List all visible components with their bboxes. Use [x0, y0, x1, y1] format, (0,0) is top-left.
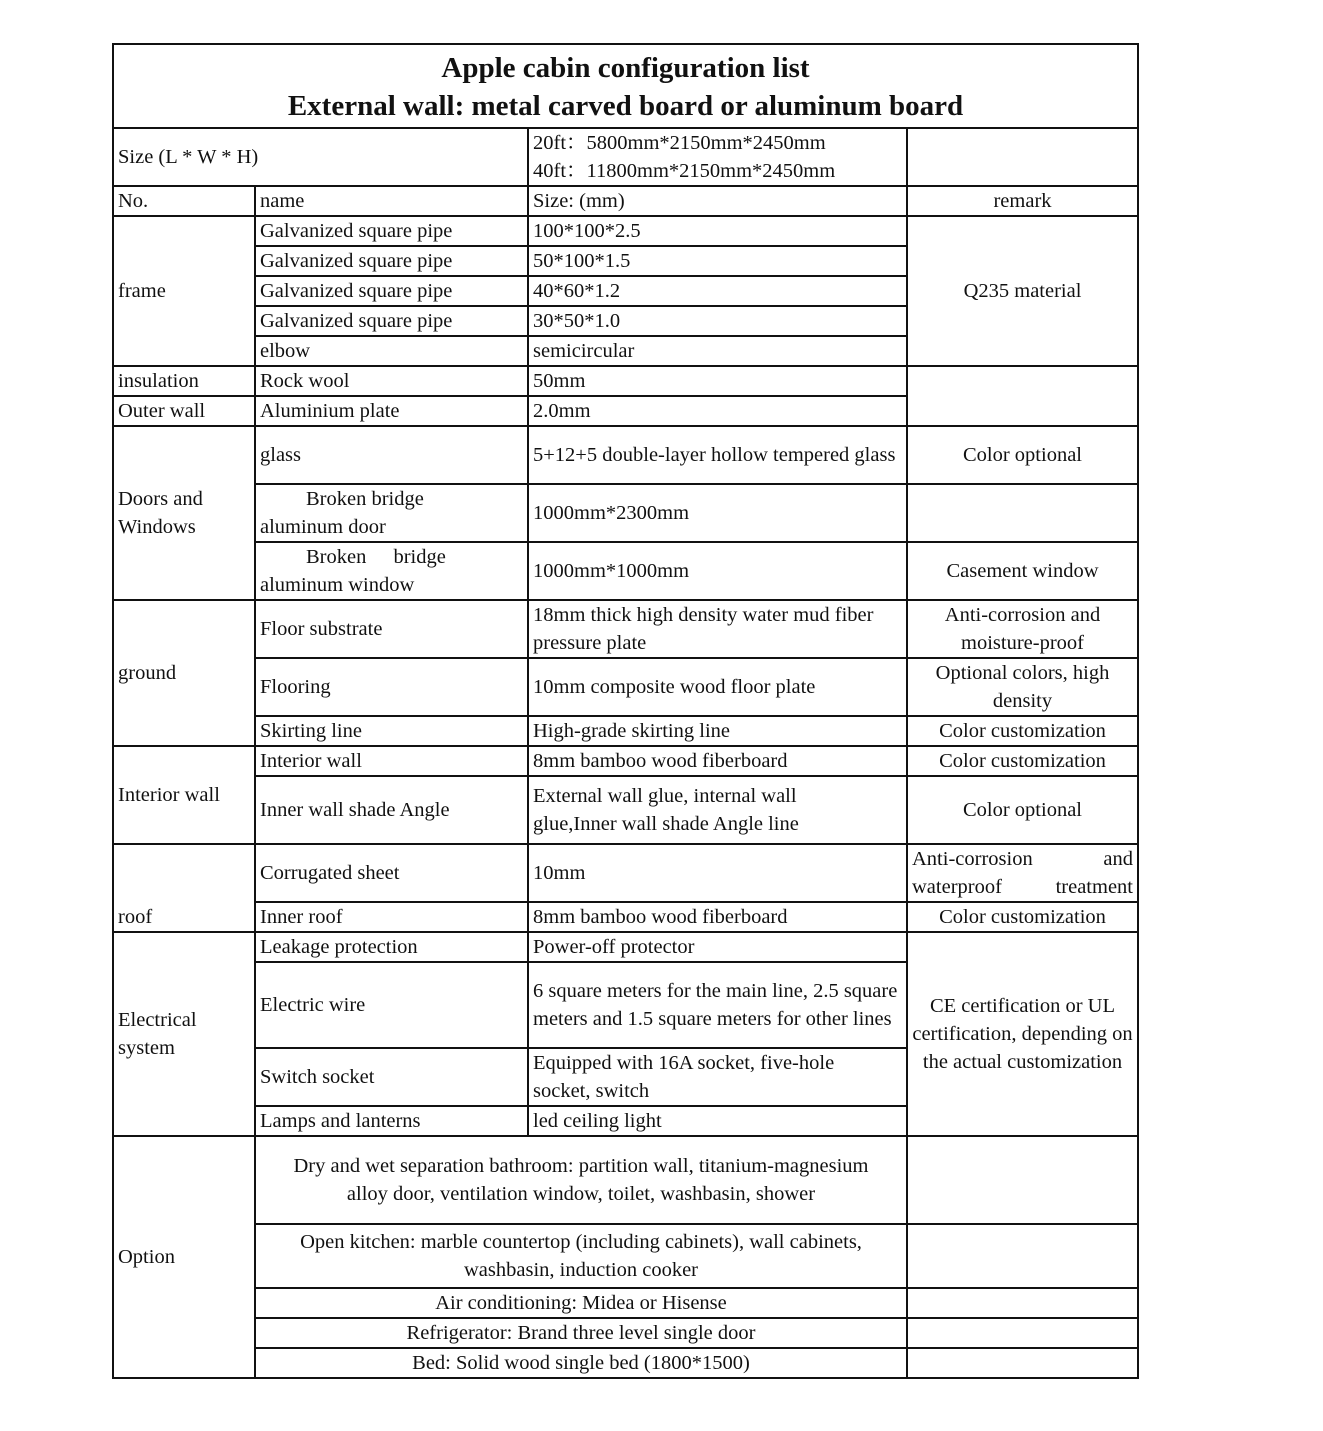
item-size: 1000mm*2300mm — [528, 484, 907, 542]
option-item — [255, 1224, 907, 1288]
item-size: 30*50*1.0 — [528, 306, 907, 336]
table-title — [113, 44, 1138, 128]
item-remark: Color optional — [907, 426, 1138, 484]
item-size: 1000mm*1000mm — [528, 542, 907, 600]
item-size-line-1: Equipped with 16A socket, five-hole — [533, 1052, 835, 1074]
item-name: Floor substrate — [255, 600, 528, 658]
item-size: 6 square meters for the main line, 2.5 square meters and 1.5 square meters for other lines — [528, 962, 907, 1048]
size-values — [528, 128, 907, 186]
item-size-line-2: socket, switch — [533, 1080, 650, 1102]
item-remark: Anti-corrosion and moisture-proof — [907, 600, 1138, 658]
item-size: 2.0mm — [528, 396, 907, 426]
item-name: Switch socket — [255, 1048, 528, 1106]
option-remark — [907, 1288, 1138, 1318]
category-roof: roof — [113, 844, 255, 932]
item-name: glass — [255, 426, 528, 484]
item-remark: Optional colors, high density — [907, 658, 1138, 716]
table-row — [113, 366, 1138, 396]
item-size: semicircular — [528, 336, 907, 366]
category-insulation: insulation — [113, 366, 255, 396]
table-row — [113, 746, 1138, 776]
item-size: 40*60*1.2 — [528, 276, 907, 306]
size-label: Size (L * W * H) — [113, 128, 528, 186]
header-size: Size: (mm) — [528, 186, 907, 216]
size-remark — [907, 128, 1138, 186]
option-line-1: Open kitchen: marble countertop (including cabinets), wall cabinets, — [300, 1231, 862, 1253]
item-name: Galvanized square pipe — [255, 246, 528, 276]
configuration-table — [112, 43, 1139, 1379]
table-row — [113, 1224, 1138, 1288]
table-row — [113, 776, 1138, 844]
title-line-2: External wall: metal carved board or aluminum board — [287, 90, 964, 122]
header-no: No. — [113, 186, 255, 216]
item-remark: Anti-corrosion and waterproof treatment — [907, 844, 1138, 902]
table-row — [113, 1318, 1138, 1348]
item-remark — [907, 484, 1138, 542]
option-item: Air conditioning: Midea or Hisense — [255, 1288, 907, 1318]
option-remark — [907, 1136, 1138, 1224]
item-name-line-1: Broken bridge — [306, 488, 424, 510]
item-name: Galvanized square pipe — [255, 306, 528, 336]
insulation-remark — [907, 366, 1138, 426]
category-interior-wall: Interior wall — [113, 746, 255, 844]
item-size: 10mm — [528, 844, 907, 902]
item-name-line-2: aluminum door — [260, 516, 386, 538]
header-row — [113, 186, 1138, 216]
table-row — [113, 1136, 1138, 1224]
item-name: Skirting line — [255, 716, 528, 746]
item-name: Electric wire — [255, 962, 528, 1048]
item-name: Lamps and lanterns — [255, 1106, 528, 1136]
option-line-2: alloy door, ventilation window, toilet, washbasin, shower — [346, 1183, 816, 1205]
option-remark — [907, 1348, 1138, 1378]
item-name-line-2: aluminum window — [260, 574, 415, 596]
table-row — [113, 1348, 1138, 1378]
item-name-line-1: Broken bridge — [306, 546, 446, 568]
table-row — [113, 426, 1138, 484]
size-row — [113, 128, 1138, 186]
table-row — [113, 932, 1138, 962]
item-name: Inner roof — [255, 902, 528, 932]
item-size: Power-off protector — [528, 932, 907, 962]
frame-remark: Q235 material — [907, 216, 1138, 366]
table-row — [113, 216, 1138, 246]
item-name: Galvanized square pipe — [255, 276, 528, 306]
table-row — [113, 600, 1138, 658]
category-electrical: Electrical system — [113, 932, 255, 1136]
size-40ft: 40ft：11800mm*2150mm*2450mm — [533, 160, 836, 182]
item-name: Aluminium plate — [255, 396, 528, 426]
item-size: 50mm — [528, 366, 907, 396]
item-size: High-grade skirting line — [528, 716, 907, 746]
item-name: Inner wall shade Angle — [255, 776, 528, 844]
category-outer-wall: Outer wall — [113, 396, 255, 426]
item-name: Flooring — [255, 658, 528, 716]
item-size: 8mm bamboo wood fiberboard — [528, 746, 907, 776]
item-size: 10mm composite wood floor plate — [528, 658, 907, 716]
category-ground: ground — [113, 600, 255, 746]
header-name: name — [255, 186, 528, 216]
item-name: Leakage protection — [255, 932, 528, 962]
size-20ft: 20ft：5800mm*2150mm*2450mm — [533, 132, 826, 154]
item-size: 8mm bamboo wood fiberboard — [528, 902, 907, 932]
category-doors-windows: Doors and Windows — [113, 426, 255, 600]
item-size: 50*100*1.5 — [528, 246, 907, 276]
option-item — [255, 1136, 907, 1224]
table-row — [113, 902, 1138, 932]
item-remark: Color optional — [907, 776, 1138, 844]
item-name: Rock wool — [255, 366, 528, 396]
option-item: Refrigerator: Brand three level single door — [255, 1318, 907, 1348]
category-option: Option — [113, 1136, 255, 1378]
item-size — [528, 1048, 907, 1106]
item-name: elbow — [255, 336, 528, 366]
table-row — [113, 484, 1138, 542]
table-row — [113, 658, 1138, 716]
option-line-2: washbasin, induction cooker — [464, 1259, 698, 1281]
category-frame: frame — [113, 216, 255, 366]
title-line-1: Apple cabin configuration list — [441, 52, 810, 84]
item-size-line-1: External wall glue, internal wall — [533, 785, 797, 807]
item-name — [255, 484, 528, 542]
option-item: Bed: Solid wood single bed (1800*1500) — [255, 1348, 907, 1378]
table-row — [113, 542, 1138, 600]
item-name — [255, 542, 528, 600]
option-remark — [907, 1224, 1138, 1288]
item-size: 5+12+5 double-layer hollow tempered glass — [528, 426, 907, 484]
item-size: 18mm thick high density water mud fiber pressure plate — [528, 600, 907, 658]
item-size-line-2: glue,Inner wall shade Angle line — [533, 813, 799, 835]
configuration-sheet — [112, 43, 1137, 1379]
item-name: Galvanized square pipe — [255, 216, 528, 246]
option-remark — [907, 1318, 1138, 1348]
item-remark: Color customization — [907, 746, 1138, 776]
table-row — [113, 1288, 1138, 1318]
electrical-remark: CE certification or UL certification, depending on the actual customization — [907, 932, 1138, 1136]
item-remark: Casement window — [907, 542, 1138, 600]
item-name: Interior wall — [255, 746, 528, 776]
option-line-1: Dry and wet separation bathroom: partition wall, titanium-magnesium — [293, 1155, 869, 1177]
item-remark: Color customization — [907, 902, 1138, 932]
item-size — [528, 776, 907, 844]
item-remark: Color customization — [907, 716, 1138, 746]
header-remark: remark — [907, 186, 1138, 216]
item-size: 100*100*2.5 — [528, 216, 907, 246]
item-size: led ceiling light — [528, 1106, 907, 1136]
item-name: Corrugated sheet — [255, 844, 528, 902]
table-row — [113, 716, 1138, 746]
table-row — [113, 844, 1138, 902]
